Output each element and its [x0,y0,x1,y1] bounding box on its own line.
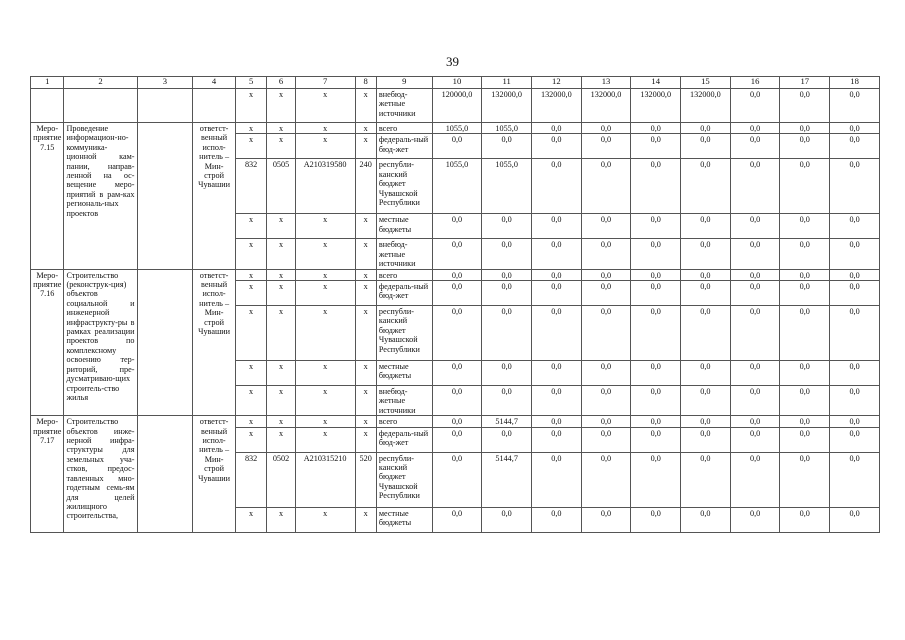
value-cell: 0,0 [432,452,482,507]
value-cell: 0,0 [730,452,780,507]
value-cell: 0,0 [631,386,681,416]
code-cell: x [355,214,376,239]
value-cell: 0,0 [432,134,482,159]
code-cell: x [355,306,376,361]
value-cell: 0,0 [780,507,830,532]
value-cell: 0,0 [532,452,582,507]
funding-source-cell: внебюд-жетные источники [376,239,432,269]
table-row [31,269,880,280]
code-cell: x [235,239,266,269]
value-cell: 0,0 [830,123,880,134]
value-cell: 5144,7 [482,452,532,507]
header-cell: 5 [235,77,266,89]
value-cell: 0,0 [581,281,631,306]
value-cell: 0,0 [830,269,880,280]
header-cell: 10 [432,77,482,89]
value-cell: 0,0 [681,416,731,427]
code-cell: x [267,281,295,306]
table-row [31,123,880,134]
code-cell: x [235,306,266,361]
empty-cell [137,269,193,416]
value-cell: 0,0 [830,427,880,452]
value-cell: 0,0 [681,361,731,386]
empty-cell [137,416,193,532]
code-cell: x [355,361,376,386]
code-cell: x [295,507,355,532]
value-cell: 0,0 [581,386,631,416]
value-cell: 1055,0 [482,159,532,214]
value-cell: 0,0 [482,427,532,452]
code-cell: x [267,239,295,269]
value-cell: 0,0 [631,306,681,361]
value-cell: 0,0 [730,89,780,123]
value-cell: 0,0 [780,452,830,507]
value-cell: 0,0 [581,361,631,386]
value-cell: 0,0 [581,427,631,452]
code-cell: x [235,507,266,532]
value-cell: 0,0 [830,214,880,239]
header-cell: 12 [532,77,582,89]
value-cell: 0,0 [830,281,880,306]
code-cell: x [267,134,295,159]
code-cell: x [235,214,266,239]
executor-cell: ответст-венный испол-нитель – Мин-строй Чувашии [193,416,236,532]
value-cell: 132000,0 [581,89,631,123]
value-cell: 0,0 [780,361,830,386]
code-cell: x [295,386,355,416]
code-cell: x [355,123,376,134]
value-cell: 0,0 [730,214,780,239]
value-cell: 0,0 [730,306,780,361]
code-cell: x [235,427,266,452]
value-cell: 0,0 [631,281,681,306]
code-cell: x [355,269,376,280]
value-cell: 0,0 [730,427,780,452]
value-cell: 0,0 [432,214,482,239]
code-cell: x [267,507,295,532]
empty-cell [193,89,236,123]
value-cell: 0,0 [780,134,830,159]
funding-source-cell: всего [376,123,432,134]
value-cell: 0,0 [830,239,880,269]
measure-id-cell: Меро-приятие 7.15 [31,123,64,270]
code-cell: x [355,427,376,452]
value-cell: 0,0 [432,306,482,361]
value-cell: 0,0 [681,386,731,416]
value-cell: 132000,0 [482,89,532,123]
funding-source-cell: федераль-ный бюд-жет [376,134,432,159]
value-cell: 0,0 [780,306,830,361]
value-cell: 132000,0 [681,89,731,123]
value-cell: 0,0 [581,306,631,361]
header-cell: 9 [376,77,432,89]
value-cell: 0,0 [830,306,880,361]
value-cell: 0,0 [532,214,582,239]
value-cell: 132000,0 [532,89,582,123]
measure-id-cell: Меро-приятие 7.17 [31,416,64,532]
value-cell: 0,0 [482,281,532,306]
funding-source-cell: внебюд-жетные источники [376,89,432,123]
code-cell: x [355,134,376,159]
funding-source-cell: республи-канский бюджет Чувашской Республики [376,452,432,507]
value-cell: 0,0 [532,361,582,386]
value-cell: 0,0 [432,361,482,386]
value-cell: 0,0 [681,159,731,214]
funding-source-cell: федераль-ный бюд-жет [376,427,432,452]
value-cell: 0,0 [830,416,880,427]
value-cell: 0,0 [581,159,631,214]
value-cell: 0,0 [631,507,681,532]
value-cell: 0,0 [780,269,830,280]
value-cell: 0,0 [681,123,731,134]
code-cell: x [295,214,355,239]
empty-cell [64,89,137,123]
code-cell: 832 [235,452,266,507]
code-cell: A210319580 [295,159,355,214]
funding-source-cell: республи-канский бюджет Чувашской Республики [376,159,432,214]
value-cell: 0,0 [681,507,731,532]
header-cell: 1 [31,77,64,89]
code-cell: x [355,281,376,306]
header-cell: 17 [780,77,830,89]
value-cell: 0,0 [532,269,582,280]
executor-cell: ответст-венный испол-нитель – Мин-строй Чувашии [193,269,236,416]
value-cell: 0,0 [681,281,731,306]
value-cell: 0,0 [532,427,582,452]
measure-name-cell: Строительство объектов инже-нерной инфра-структуры для земельных уча-стков, предос-тавленных мно-годетным семь-ям для целей жилищного строительства, [64,416,137,532]
value-cell: 0,0 [830,452,880,507]
code-cell: x [235,416,266,427]
code-cell: x [267,269,295,280]
value-cell: 0,0 [581,123,631,134]
code-cell: x [235,123,266,134]
value-cell: 0,0 [631,123,681,134]
value-cell: 0,0 [631,361,681,386]
code-cell: A210315210 [295,452,355,507]
value-cell: 0,0 [830,159,880,214]
table-row [31,416,880,427]
measure-name-cell: Строительство (реконструк-ция) объектов социальной и инженерной инфраструкту-ры в рамках реализации проектов по комплексному освоению тер-риторий, пре-дусматриваю-щих строитель-ство жилья [64,269,137,416]
value-cell: 0,0 [482,386,532,416]
value-cell: 0,0 [631,427,681,452]
code-cell: x [295,239,355,269]
value-cell: 0,0 [730,386,780,416]
value-cell: 0,0 [581,134,631,159]
value-cell: 0,0 [780,386,830,416]
code-cell: x [267,306,295,361]
value-cell: 0,0 [780,281,830,306]
value-cell: 0,0 [581,239,631,269]
funding-source-cell: федераль-ный бюд-жет [376,281,432,306]
header-cell: 16 [730,77,780,89]
executor-cell: ответст-венный испол-нитель – Мин-строй Чувашии [193,123,236,270]
value-cell: 0,0 [730,507,780,532]
header-cell: 18 [830,77,880,89]
code-cell: x [295,361,355,386]
value-cell: 0,0 [482,134,532,159]
page-number: 39 [446,54,459,69]
value-cell: 0,0 [730,281,780,306]
value-cell: 0,0 [532,123,582,134]
value-cell: 120000,0 [432,89,482,123]
value-cell: 0,0 [730,239,780,269]
value-cell: 0,0 [780,427,830,452]
code-cell: x [355,507,376,532]
value-cell: 0,0 [432,507,482,532]
value-cell: 0,0 [482,269,532,280]
measure-id-cell: Меро-приятие 7.16 [31,269,64,416]
code-cell: 520 [355,452,376,507]
value-cell: 1055,0 [482,123,532,134]
value-cell: 0,0 [681,214,731,239]
code-cell: x [235,89,266,123]
value-cell: 0,0 [681,269,731,280]
value-cell: 0,0 [730,134,780,159]
code-cell: x [235,134,266,159]
value-cell: 0,0 [532,507,582,532]
value-cell: 0,0 [532,306,582,361]
value-cell: 0,0 [532,416,582,427]
code-cell: x [267,386,295,416]
value-cell: 0,0 [730,159,780,214]
value-cell: 0,0 [631,416,681,427]
value-cell: 0,0 [681,134,731,159]
empty-cell [31,89,64,123]
value-cell: 0,0 [631,452,681,507]
value-cell: 0,0 [432,416,482,427]
funding-source-cell: республи-канский бюджет Чувашской Республики [376,306,432,361]
budget-table [30,76,880,533]
header-cell: 4 [193,77,236,89]
code-cell: x [235,386,266,416]
value-cell: 0,0 [581,507,631,532]
value-cell: 1055,0 [432,123,482,134]
value-cell: 0,0 [482,214,532,239]
value-cell: 0,0 [631,134,681,159]
funding-source-cell: местные бюджеты [376,507,432,532]
value-cell: 0,0 [581,452,631,507]
value-cell: 0,0 [730,123,780,134]
value-cell: 0,0 [830,507,880,532]
value-cell: 0,0 [432,269,482,280]
code-cell: x [267,123,295,134]
value-cell: 0,0 [780,123,830,134]
funding-source-cell: местные бюджеты [376,214,432,239]
value-cell: 0,0 [830,361,880,386]
code-cell: x [355,239,376,269]
value-cell: 0,0 [581,416,631,427]
code-cell: x [355,416,376,427]
value-cell: 0,0 [681,427,731,452]
value-cell: 0,0 [482,306,532,361]
code-cell: x [267,427,295,452]
code-cell: x [267,89,295,123]
funding-source-cell: всего [376,416,432,427]
value-cell: 0,0 [432,427,482,452]
header-cell: 2 [64,77,137,89]
value-cell: 0,0 [681,306,731,361]
table-row [31,89,880,123]
code-cell: 240 [355,159,376,214]
code-cell: 0505 [267,159,295,214]
value-cell: 0,0 [830,134,880,159]
value-cell: 0,0 [432,386,482,416]
code-cell: x [235,269,266,280]
value-cell: 0,0 [830,386,880,416]
code-cell: x [295,416,355,427]
value-cell: 0,0 [631,214,681,239]
empty-cell [137,123,193,270]
header-cell: 14 [631,77,681,89]
code-cell: x [267,214,295,239]
code-cell: x [295,123,355,134]
code-cell: x [295,269,355,280]
measure-name-cell: Проведение информацион-но-коммуника-ционной кам-пании, направ-ленной на ос-вещение меро-приятий в рам-ках региональ-ных проектов [64,123,137,270]
value-cell: 0,0 [532,281,582,306]
funding-source-cell: местные бюджеты [376,361,432,386]
header-cell: 11 [482,77,532,89]
code-cell: x [295,89,355,123]
code-cell: x [295,281,355,306]
code-cell: x [235,281,266,306]
value-cell: 0,0 [532,134,582,159]
code-cell: x [355,386,376,416]
header-cell: 13 [581,77,631,89]
value-cell: 0,0 [631,159,681,214]
value-cell: 0,0 [581,214,631,239]
header-cell: 3 [137,77,193,89]
code-cell: x [235,361,266,386]
value-cell: 0,0 [730,416,780,427]
value-cell: 0,0 [532,159,582,214]
value-cell: 0,0 [581,269,631,280]
header-cell: 8 [355,77,376,89]
funding-source-cell: внебюд-жетные источники [376,386,432,416]
header-cell: 7 [295,77,355,89]
value-cell: 0,0 [631,239,681,269]
code-cell: 832 [235,159,266,214]
value-cell: 0,0 [482,239,532,269]
value-cell: 0,0 [532,239,582,269]
value-cell: 0,0 [432,239,482,269]
value-cell: 0,0 [780,416,830,427]
empty-cell [137,89,193,123]
value-cell: 0,0 [432,281,482,306]
code-cell: 0502 [267,452,295,507]
value-cell: 0,0 [482,361,532,386]
value-cell: 0,0 [482,507,532,532]
value-cell: 0,0 [681,452,731,507]
funding-source-cell: всего [376,269,432,280]
code-cell: x [267,416,295,427]
value-cell: 1055,0 [432,159,482,214]
header-cell: 6 [267,77,295,89]
code-cell: x [295,306,355,361]
code-cell: x [295,427,355,452]
code-cell: x [267,361,295,386]
code-cell: x [295,134,355,159]
value-cell: 5144,7 [482,416,532,427]
code-cell: x [355,89,376,123]
value-cell: 132000,0 [631,89,681,123]
value-cell: 0,0 [681,239,731,269]
value-cell: 0,0 [830,89,880,123]
value-cell: 0,0 [780,159,830,214]
header-row [31,77,880,89]
value-cell: 0,0 [780,89,830,123]
value-cell: 0,0 [780,239,830,269]
value-cell: 0,0 [780,214,830,239]
value-cell: 0,0 [532,386,582,416]
value-cell: 0,0 [631,269,681,280]
header-cell: 15 [681,77,731,89]
value-cell: 0,0 [730,269,780,280]
value-cell: 0,0 [730,361,780,386]
